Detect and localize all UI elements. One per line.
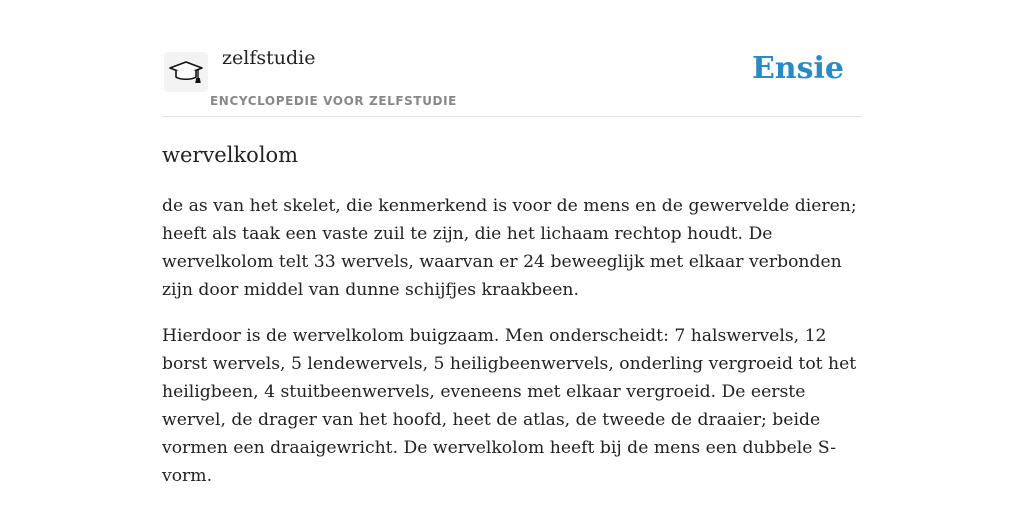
- site-tagline: ENCYCLOPEDIE VOOR ZELFSTUDIE: [210, 94, 457, 108]
- site-name[interactable]: zelfstudie: [222, 47, 316, 69]
- graduation-cap-icon: [168, 56, 204, 88]
- entry-paragraph: Hierdoor is de wervelkolom buigzaam. Men onderscheidt: 7 halswervels, 12 borst wervels, 5 lendewervels, 5 heiligbeenwervels, onderling vergroeid tot het heiligbeen, 4 stuitbeenwervels, eveneens met elkaar vergroeid. De eerste wervel, de drager van het hoofd, heet de atlas, de tweede de draaier; beide vormen een draaigewricht. De wervelkolom heeft bij de mens een dubbele S-vorm.: [162, 326, 857, 486]
- entry-title: wervelkolom: [162, 143, 299, 167]
- entry-body: [162, 192, 862, 508]
- site-header: [162, 38, 862, 117]
- site-logo[interactable]: [164, 52, 208, 92]
- entry-paragraph: de as van het skelet, die kenmerkend is voor de mens en de gewervelde dieren; heeft als taak een vaste zuil te zijn, die het lichaam rechtop houdt. De wervelkolom telt 33 wervels, waarvan er 24 beweeglijk met elkaar verbonden zijn door middel van dunne schijfjes kraakbeen.: [162, 196, 857, 300]
- brand-logo-link[interactable]: Ensie: [751, 51, 844, 86]
